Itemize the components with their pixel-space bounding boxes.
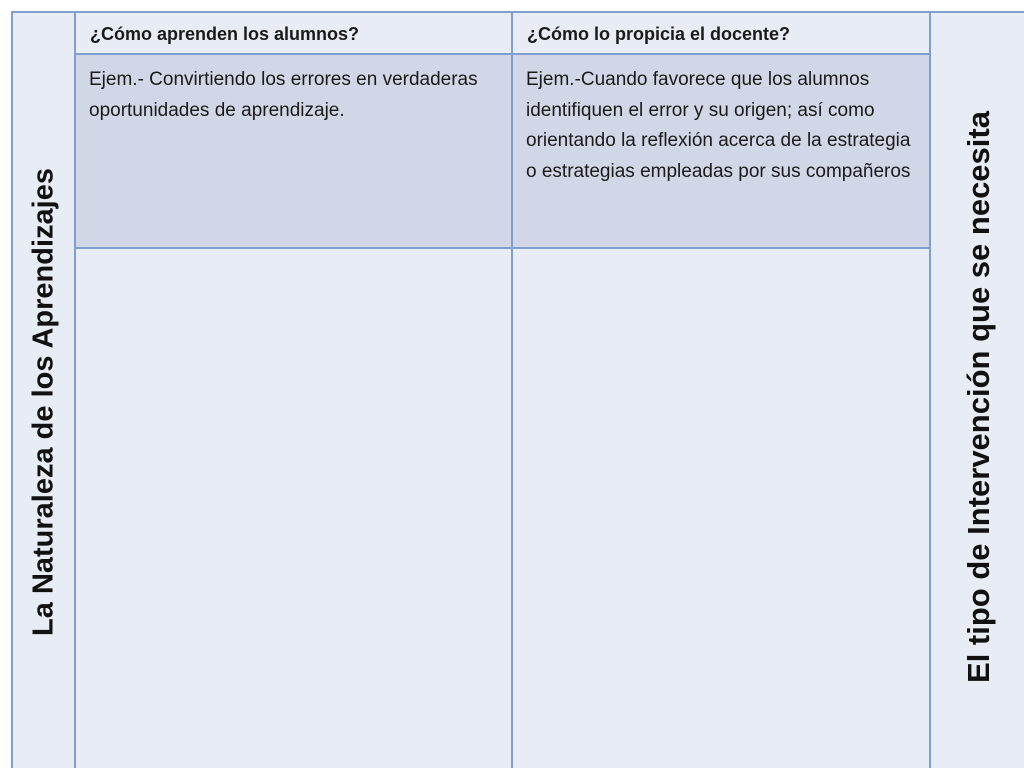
example-cell-students — [76, 55, 513, 249]
example-text-teacher: Ejem.-Cuando favorece que los alumnos identifiquen el error y su origen; así como orientando la reflexión acerca de la estrategia o estrategias empleadas por sus compañeros — [526, 69, 911, 182]
example-text-students: Ejem.- Convirtiendo los errores en verdaderas oportunidades de aprendizaje. — [89, 69, 478, 121]
column-header-teacher — [513, 13, 931, 55]
left-title: La Naturaleza de los Aprendizajes — [27, 167, 59, 636]
column-header-students — [76, 13, 513, 55]
left-title-cell — [13, 13, 76, 768]
column-header-students-label: ¿Cómo aprenden los alumnos? — [90, 24, 360, 44]
empty-cell-teacher — [513, 249, 931, 768]
empty-cell-students — [76, 249, 513, 768]
right-title-cell — [931, 13, 1024, 768]
example-cell-teacher — [513, 55, 931, 249]
learning-table — [11, 11, 1024, 768]
column-header-teacher-label: ¿Cómo lo propicia el docente? — [527, 24, 791, 44]
right-title: El tipo de Intervención que se necesita — [960, 110, 996, 683]
